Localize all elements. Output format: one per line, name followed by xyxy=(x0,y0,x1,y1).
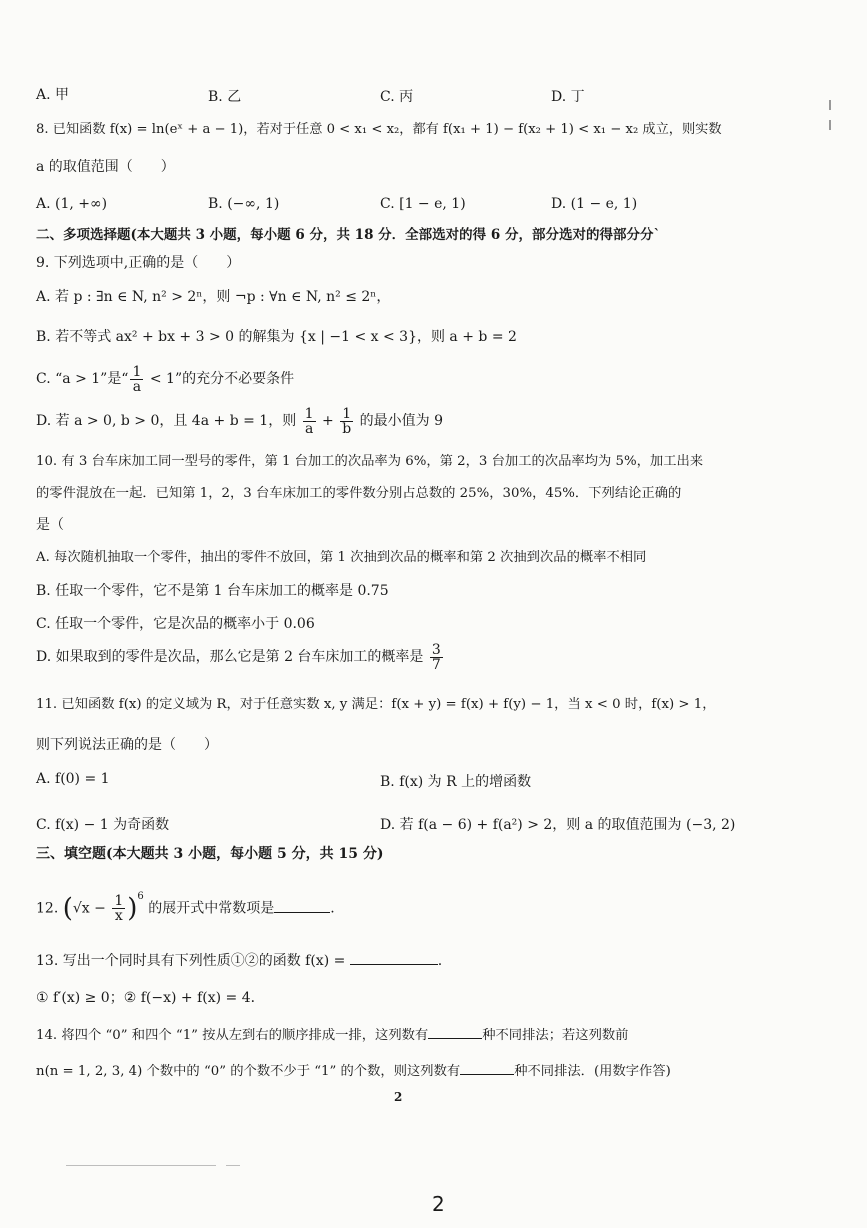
q14-line2-part-b: 种不同排法．(用数字作答) xyxy=(514,1064,671,1079)
q9-option-d xyxy=(36,404,443,438)
q9-c-prefix: C. “a > 1”是“ xyxy=(36,371,129,387)
q9-c-suffix: < 1”的充分不必要条件 xyxy=(145,371,295,387)
q12-line xyxy=(36,880,335,934)
q9-option-b: B. 若不等式 ax² + bx + 3 > 0 的解集为 {x | −1 < x < 3}，则 a + b = 2 xyxy=(36,329,517,345)
q11-option-a: A. f(0) = 1 xyxy=(36,771,110,787)
q12-frac-den: x xyxy=(114,908,123,925)
q8-option-c: C. [1 − e, 1) xyxy=(380,196,466,212)
q7-option-d: D. 丁 xyxy=(551,89,585,105)
q11-option-d: D. 若 f(a − 6) + f(a²) > 2，则 a 的取值范围为 (−3, 2) xyxy=(380,817,736,833)
page-number-large: 2 xyxy=(432,1192,445,1216)
q8-option-a: A. (1, +∞) xyxy=(36,196,108,212)
q11-stem-line2: 则下列说法正确的是（ ） xyxy=(36,737,218,753)
q12-right-paren: ) xyxy=(127,893,138,924)
q11-option-b: B. f(x) 为 R 上的增函数 xyxy=(380,774,532,790)
scan-edge-mark-1 xyxy=(829,100,831,110)
q12-text: 的展开式中常数项是 xyxy=(143,900,275,917)
q10-option-d xyxy=(36,640,445,674)
q9-option-a: A. 若 p : ∃n ∈ N, n² > 2ⁿ，则 ¬p : ∀n ∈ N, n² ≤ 2ⁿ， xyxy=(36,289,391,305)
q9-d-frac2-den: b xyxy=(342,420,352,437)
q10-d-fraction xyxy=(430,643,443,672)
q9-d-frac1-den: a xyxy=(304,420,314,437)
q14-answer-blank-2[interactable] xyxy=(460,1074,514,1075)
q14-stem-line1 xyxy=(36,1026,628,1046)
q12-exponent: 6 xyxy=(137,891,144,902)
section3-title: 三、填空题(本大题共 3 小题，每小题 5 分，共 15 分) xyxy=(36,846,384,862)
q9-c-frac-num: 1 xyxy=(132,363,142,380)
q9-d-fraction-2 xyxy=(340,407,353,436)
q13-stem-line1 xyxy=(36,951,442,971)
q9-stem: 9. 下列选项中,正确的是（ ） xyxy=(36,255,241,271)
q10-d-frac-den: 7 xyxy=(431,656,441,673)
q7-option-a: A. 甲 xyxy=(36,87,70,103)
scan-artifact-line xyxy=(66,1165,216,1166)
q9-d-frac2-num: 1 xyxy=(340,407,353,422)
q10-option-b: B. 任取一个零件，它不是第 1 台车床加工的概率是 0.75 xyxy=(36,583,389,599)
q12-frac-num: 1 xyxy=(114,893,124,910)
q12-sqrt-x: √x xyxy=(72,900,90,917)
q14-answer-blank-1[interactable] xyxy=(428,1038,482,1039)
q14-line1-part-a: 14. 将四个 “0” 和四个 “1” 按从左到右的顺序排成一排，这列数有 xyxy=(36,1028,429,1043)
q13-properties: ① f′(x) ≥ 0；② f(−x) + f(x) = 4． xyxy=(36,990,265,1006)
q14-line2-part-a: n(n = 1, 2, 3, 4) 个数中的 “0” 的个数不少于 “1” 的个数，则这列数有 xyxy=(36,1064,461,1079)
q9-d-fraction-1 xyxy=(303,407,316,436)
q10-d-frac-num: 3 xyxy=(431,641,441,658)
q14-line1-part-b: 种不同排法；若这列数前 xyxy=(482,1028,629,1043)
q9-d-frac1-num: 1 xyxy=(304,405,314,422)
q14-stem-line2 xyxy=(36,1062,671,1082)
q11-stem-line1: 11. 已知函数 f(x) 的定义域为 R，对于任意实数 x, y 满足：f(x + y) = f(x) + f(y) − 1，当 x < 0 时，f(x) > 1， xyxy=(36,697,716,712)
q9-d-suffix: 的最小值为 9 xyxy=(355,413,443,429)
page-number-small: 2 xyxy=(394,1090,403,1104)
q12-answer-blank[interactable] xyxy=(274,912,330,913)
q10-option-a: A. 每次随机抽取一个零件，抽出的零件不放回，第 1 次抽到次品的概率和第 2 次抽到次品的概率不相同 xyxy=(36,550,647,565)
q11-option-c: C. f(x) − 1 为奇函数 xyxy=(36,817,170,833)
q12-number: 12. xyxy=(36,900,59,917)
scan-edge-mark-2 xyxy=(829,120,831,130)
q9-option-c xyxy=(36,362,294,396)
section2-title: 二、多项选择题(本大题共 3 小题，每小题 6 分，共 18 分．全部选对的得 6 分，部分选对的得部分分` xyxy=(36,227,661,243)
q13-end: . xyxy=(437,953,443,969)
q12-minus: − xyxy=(89,900,111,917)
q7-option-c: C. 丙 xyxy=(380,89,414,105)
q12-end: . xyxy=(330,900,335,917)
q8-stem-line2: a 的取值范围（ ） xyxy=(36,159,175,175)
q13-answer-blank[interactable] xyxy=(350,964,438,965)
q10-stem-line3: 是（ xyxy=(36,517,64,533)
q10-stem-line1: 10. 有 3 台车床加工同一型号的零件，第 1 台加工的次品率为 6%，第 2，3 台加工的次品率均为 5%，加工出来 xyxy=(36,454,704,469)
q8-option-b: B. (−∞, 1) xyxy=(208,196,280,212)
q9-c-fraction xyxy=(130,365,143,394)
q8-option-d: D. (1 − e, 1) xyxy=(551,196,638,212)
q9-d-plus: + xyxy=(317,413,339,429)
scan-artifact-dash xyxy=(226,1165,240,1166)
q10-stem-line2: 的零件混放在一起．已知第 1，2，3 台车床加工的零件数分别占总数的 25%，30%，45%．下列结论正确的 xyxy=(36,486,682,501)
q7-option-b: B. 乙 xyxy=(208,89,242,105)
q12-left-paren: ( xyxy=(62,893,73,924)
q9-d-prefix: D. 若 a > 0, b > 0，且 4a + b = 1，则 xyxy=(36,413,301,429)
q10-d-prefix: D. 如果取到的零件是次品，那么它是第 2 台车床加工的概率是 xyxy=(36,649,428,665)
q12-fraction xyxy=(112,894,125,923)
q8-stem-line1: 8. 已知函数 f(x) = ln(eˣ + a − 1)，若对于任意 0 < x₁ < x₂，都有 f(x₁ + 1) − f(x₂ + 1) < x₁ − x₂ 成立，则实数 xyxy=(36,122,722,137)
q13-stem-text: 13. 写出一个同时具有下列性质①②的函数 f(x) = xyxy=(36,953,350,969)
q10-option-c: C. 任取一个零件，它是次品的概率小于 0.06 xyxy=(36,616,315,632)
q9-c-frac-den: a xyxy=(132,378,142,395)
